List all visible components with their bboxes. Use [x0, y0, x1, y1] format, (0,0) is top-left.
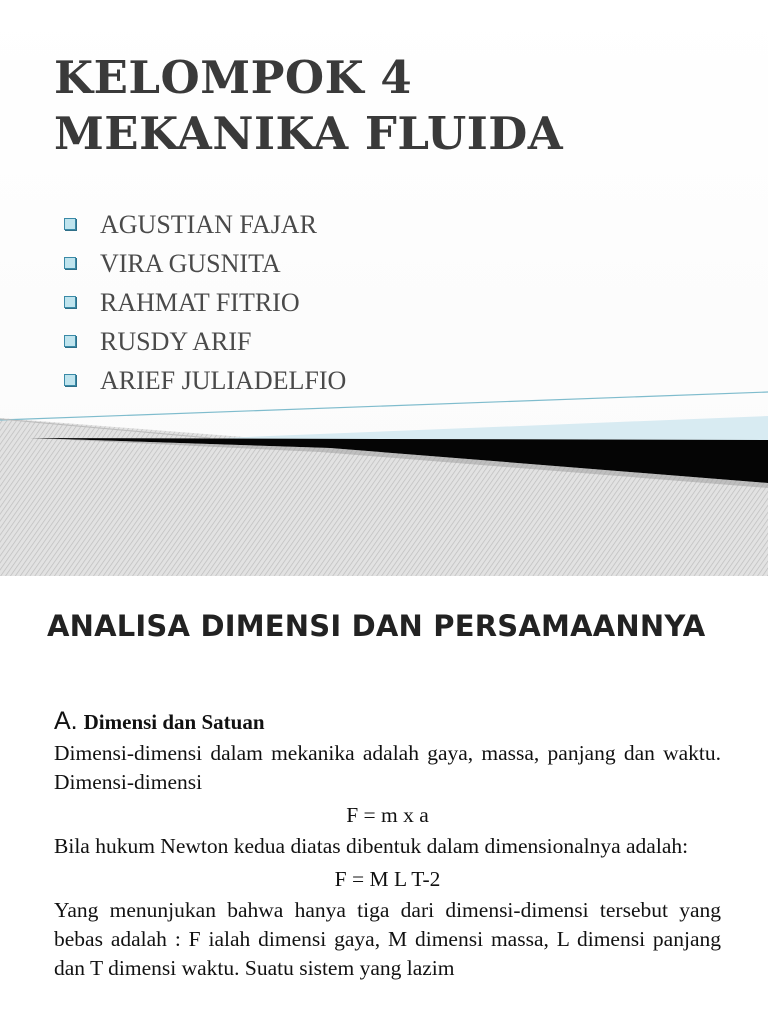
square-bullet-icon — [64, 296, 76, 308]
paragraph-2: Bila hukum Newton kedua diatas dibentuk dalam dimensionalnya adalah: — [54, 834, 689, 858]
member-name: VIRA GUSNITA — [100, 249, 281, 278]
member-name: RAHMAT FITRIO — [100, 288, 300, 317]
paragraph-1: Dimensi-dimensi dalam mekanika adalah gaya, massa, panjang dan waktu. Dimensi-dimensi — [54, 741, 721, 794]
section-title: Dimensi dan Satuan — [83, 710, 265, 734]
equation-1: F = m x a — [346, 803, 429, 827]
square-bullet-icon — [64, 335, 76, 347]
square-bullet-icon — [64, 374, 76, 386]
title-line-1: KELOMPOK 4 — [54, 51, 413, 104]
member-list — [60, 207, 346, 402]
paragraph-3: Yang menunjukan bahwa hanya tiga dari dimensi-dimensi tersebut yang bebas adalah : F ialah dimensi gaya, M dimensi massa, L dimensi panjang dan T dimensi waktu. Suatu sistem yang lazim — [54, 898, 721, 980]
square-bullet-icon — [64, 218, 76, 230]
member-name: ARIEF JULIADELFIO — [100, 366, 347, 395]
member-item — [60, 285, 346, 324]
title-line-2: MEKANIKA FLUIDA — [54, 107, 564, 160]
section-letter: A. — [54, 707, 78, 735]
content-slide — [0, 576, 768, 1024]
light-blue-band — [220, 416, 768, 440]
accent-line — [0, 392, 768, 420]
slide-title — [54, 50, 563, 162]
equation-2: F = M L T-2 — [334, 867, 441, 891]
member-name: RUSDY ARIF — [100, 327, 252, 356]
member-item — [60, 324, 346, 363]
section-heading — [54, 707, 265, 736]
square-bullet-icon — [64, 257, 76, 269]
member-name: AGUSTIAN FAJAR — [100, 210, 317, 239]
member-item — [60, 246, 346, 285]
slide-body — [54, 739, 721, 983]
member-item — [60, 207, 346, 246]
decorative-band — [0, 388, 768, 576]
slide-heading: ANALISA DIMENSI DAN PERSAMAANNYA — [47, 609, 706, 643]
